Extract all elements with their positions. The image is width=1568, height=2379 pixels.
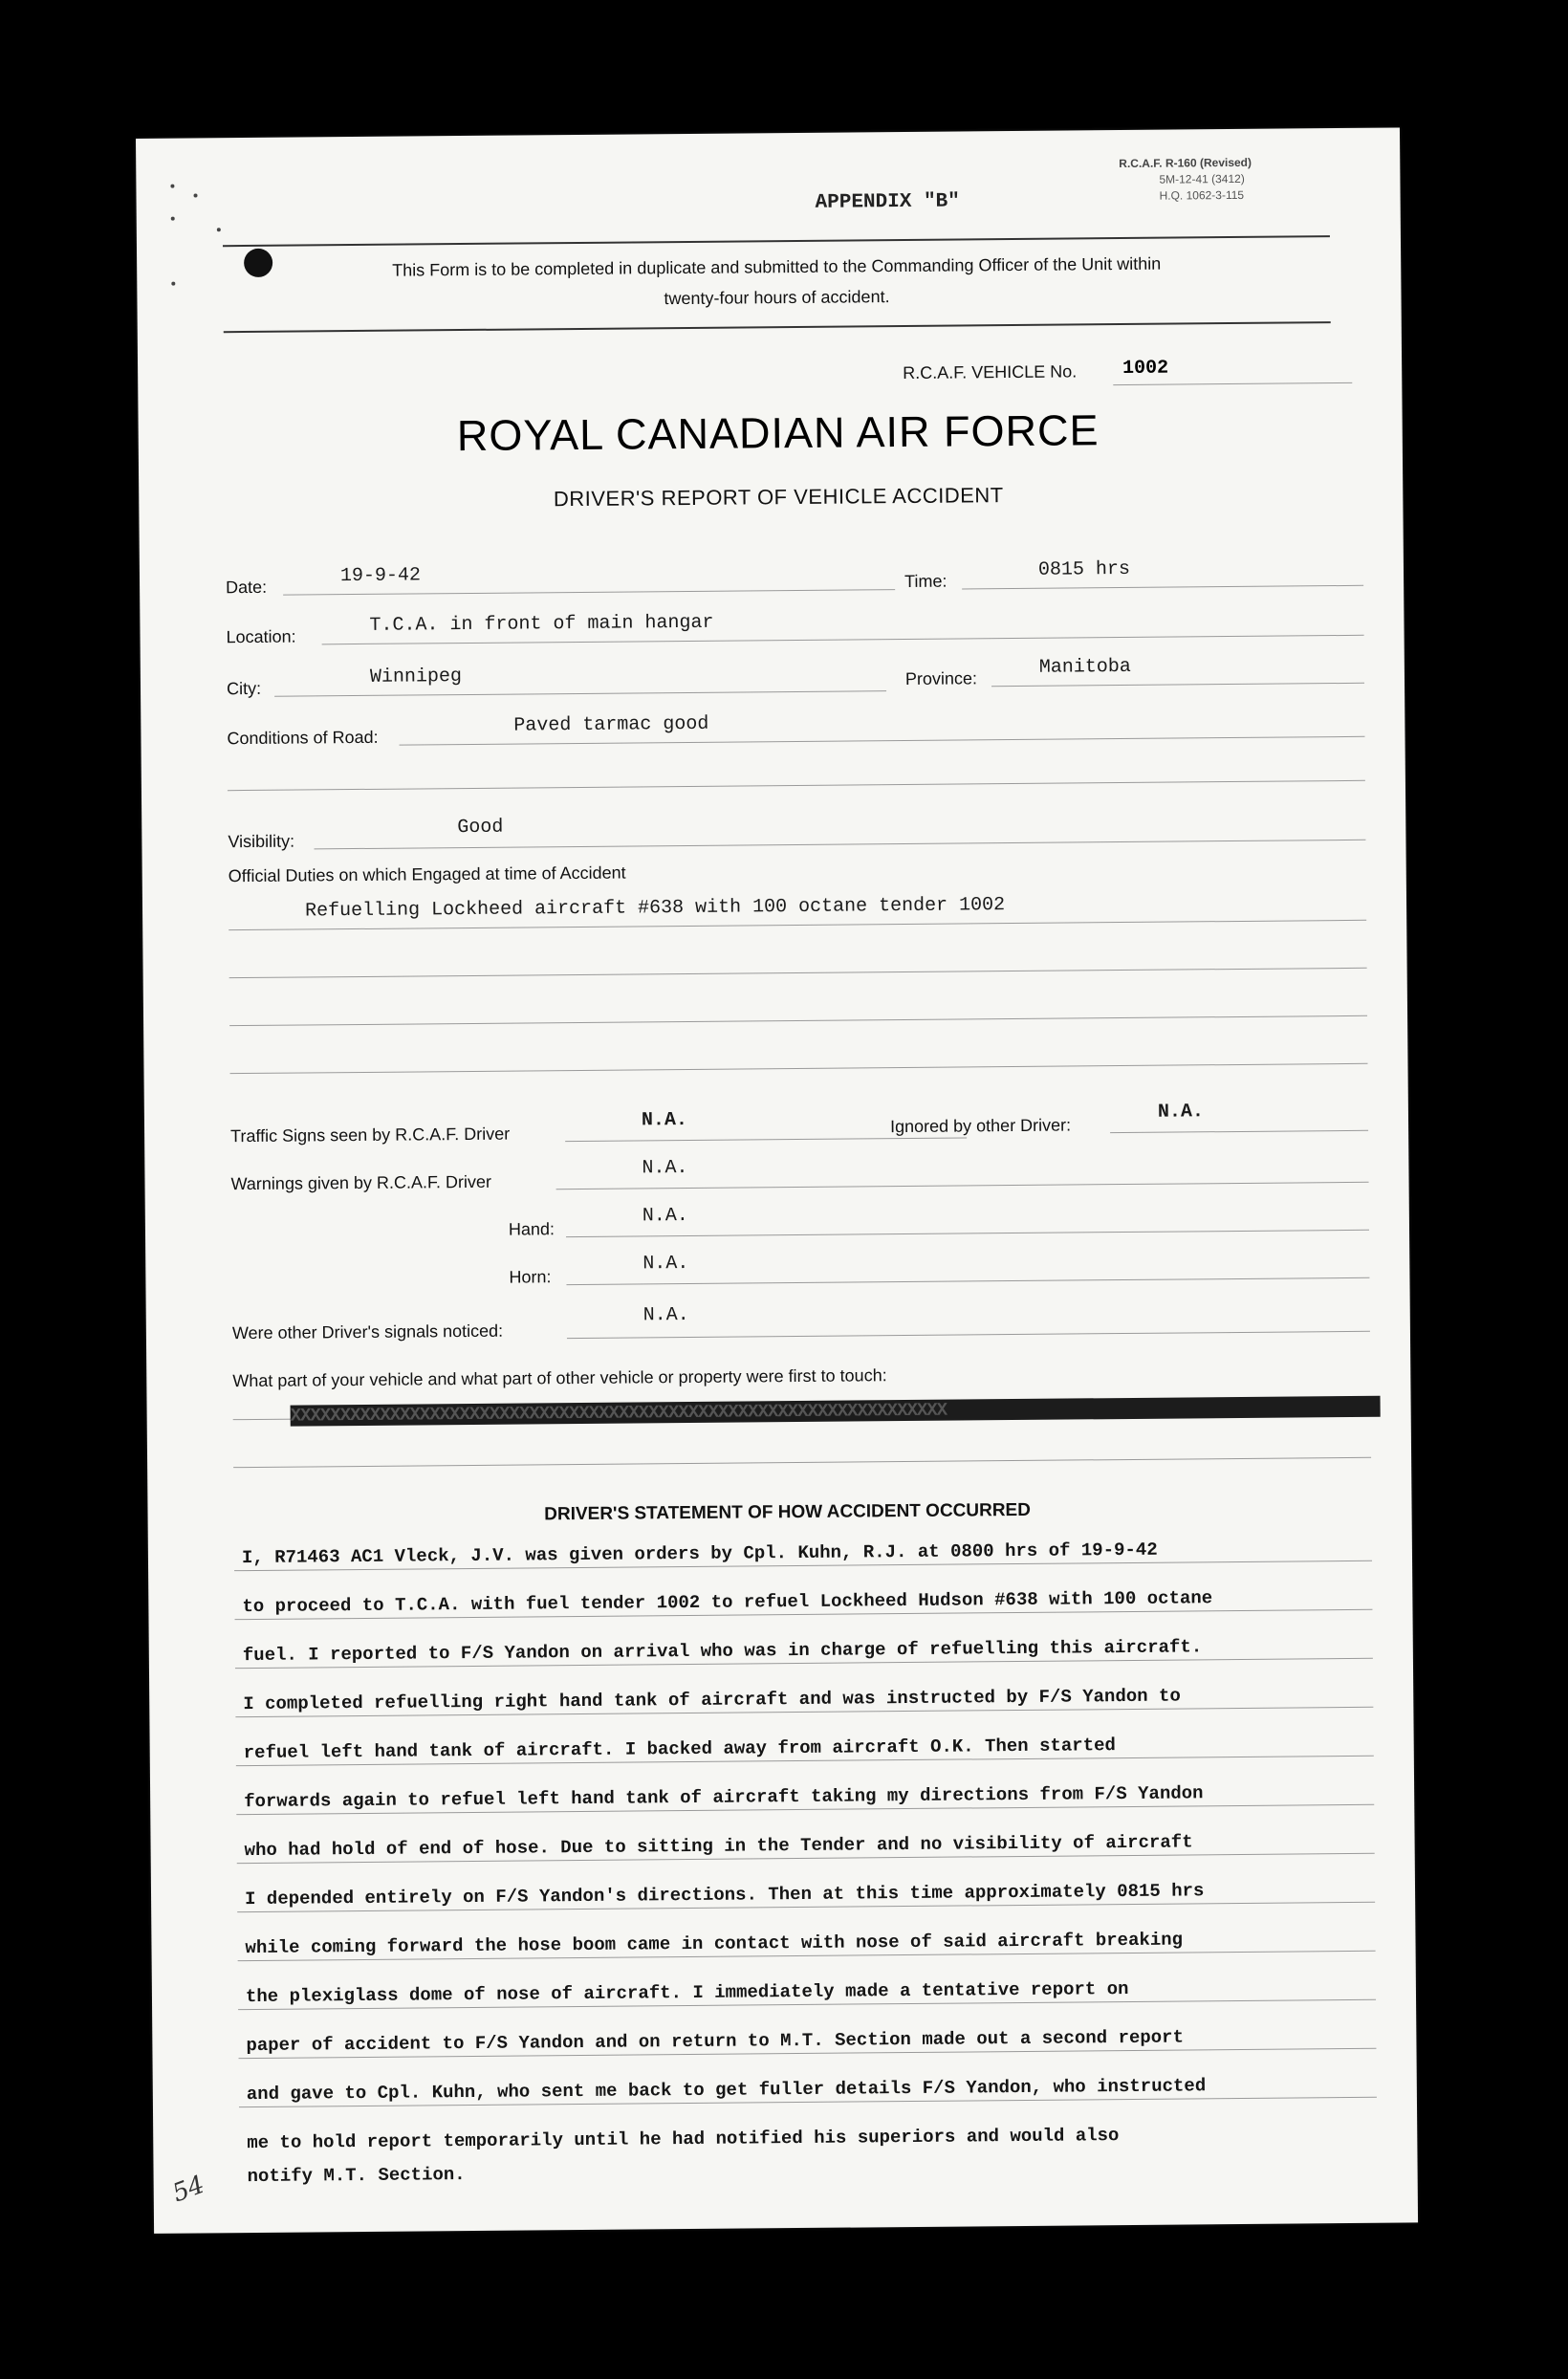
statement-line: fuel. I reported to F/S Yandon on arrival who was in charge of refuelling this aircraft. xyxy=(242,1636,1203,1667)
visibility-line xyxy=(314,840,1365,850)
statement-line: and gave to Cpl. Kuhn, who sent me back to get fuller details F/S Yandon, who instructed xyxy=(246,2075,1207,2106)
first-touch-label: What part of your vehicle and what part of other vehicle or property were first to touch: xyxy=(232,1365,887,1391)
ignored-line xyxy=(1110,1130,1368,1133)
other-signals-label: Were other Driver's signals noticed: xyxy=(231,1320,504,1343)
statement-heading: DRIVER'S STATEMENT OF HOW ACCIDENT OCCURRED xyxy=(544,1499,1032,1525)
margin-mark xyxy=(170,185,174,188)
form-subtitle: DRIVER'S REPORT OF VEHICLE ACCIDENT xyxy=(553,483,1004,512)
blank-line xyxy=(229,1015,1367,1026)
form-code: R.C.A.F. R-160 (Revised) xyxy=(1119,155,1252,171)
page-number: 54 xyxy=(168,2170,209,2209)
province-line xyxy=(991,683,1364,687)
visibility-value: Good xyxy=(457,816,504,840)
city-label: City: xyxy=(226,678,262,699)
blank-line xyxy=(229,968,1367,978)
statement-line: forwards again to refuel left hand tank of aircraft taking my directions from F/S Yandon xyxy=(244,1782,1204,1813)
horn-line xyxy=(566,1277,1369,1285)
warnings-value: N.A. xyxy=(642,1157,688,1180)
statement-line: I, R71463 AC1 Vleck, J.V. was given orders by Cpl. Kuhn, R.J. at 0800 hrs of 19-9-42 xyxy=(241,1539,1158,1569)
road-line xyxy=(400,736,1365,746)
print-code: H.Q. 1062-3-115 xyxy=(1159,187,1245,203)
ignored-value: N.A. xyxy=(1157,1101,1205,1124)
horn-value: N.A. xyxy=(642,1252,689,1276)
margin-mark xyxy=(171,282,175,286)
date-label: Date: xyxy=(226,577,268,598)
city-value: Winnipeg xyxy=(369,666,463,688)
date-value: 19-9-42 xyxy=(339,564,422,588)
vehicle-number-label: R.C.A.F. VEHICLE No. xyxy=(903,361,1078,383)
blank-line xyxy=(233,1457,1371,1468)
warnings-line xyxy=(556,1182,1369,1190)
hand-value: N.A. xyxy=(642,1205,688,1228)
time-line xyxy=(962,585,1363,590)
hand-line xyxy=(566,1230,1369,1237)
location-value: T.C.A. in front of main hangar xyxy=(369,611,714,637)
document-page xyxy=(136,127,1418,2233)
location-label: Location: xyxy=(226,626,296,647)
statement-line: who had hold of end of hose. Due to sitting in the Tender and no visibility of aircraft xyxy=(244,1831,1193,1862)
margin-mark xyxy=(171,217,175,221)
instruction-line: twenty-four hours of accident. xyxy=(664,287,890,309)
instruction-line: This Form is to be completed in duplicate and submitted to the Commanding Officer of the Unit within xyxy=(392,253,1162,280)
statement-line: paper of accident to F/S Yandon and on return to M.T. Section made out a second report xyxy=(246,2026,1185,2057)
first-touch-struck-out: XXXXXXXXXXXXXXXXXXXXXXXXXXXXXXXXXXXXXXXXXXXXXXXXXXXXXXXXXXXXXXXXXX xyxy=(291,1396,1381,1427)
horn-label: Horn: xyxy=(509,1267,552,1287)
ignored-label: Ignored by other Driver: xyxy=(889,1115,1072,1137)
header-rule xyxy=(224,321,1331,333)
appendix-label: APPENDIX "B" xyxy=(815,190,960,214)
road-value: Paved tarmac good xyxy=(513,712,709,737)
statement-line: I depended entirely on F/S Yandon's directions. Then at this time approximately 0815 hrs xyxy=(244,1880,1205,1910)
statement-line: the plexiglass dome of nose of aircraft. I immediately made a tentative report on xyxy=(245,1978,1129,2008)
hand-label: Hand: xyxy=(508,1219,555,1239)
other-signals-value: N.A. xyxy=(642,1303,689,1327)
city-line xyxy=(274,690,886,697)
location-line xyxy=(322,635,1364,645)
statement-line: while coming forward the hose boom came in contact with nose of said aircraft breaking xyxy=(245,1929,1184,1959)
vehicle-number-line xyxy=(1113,382,1352,385)
signs-line xyxy=(565,1137,967,1142)
time-label: Time: xyxy=(904,571,947,592)
margin-mark xyxy=(217,228,221,231)
vehicle-number: 1002 xyxy=(1122,357,1169,381)
other-signals-line xyxy=(567,1331,1370,1339)
visibility-label: Visibility: xyxy=(228,831,295,852)
blank-line xyxy=(228,780,1365,791)
statement-line: me to hold report temporarily until he had notified his superiors and would also xyxy=(247,2125,1120,2154)
header-rule xyxy=(223,235,1330,247)
warnings-label: Warnings given by R.C.A.F. Driver xyxy=(230,1171,492,1194)
statement-line: I completed refuelling right hand tank of aircraft and was instructed by F/S Yandon to xyxy=(243,1685,1181,1715)
form-title: ROYAL CANADIAN AIR FORCE xyxy=(456,405,1100,461)
date-line xyxy=(283,589,895,596)
signs-label: Traffic Signs seen by R.C.A.F. Driver xyxy=(230,1124,511,1146)
blank-line xyxy=(230,1063,1368,1074)
road-label: Conditions of Road: xyxy=(227,727,379,749)
signs-value: N.A. xyxy=(641,1109,688,1132)
province-value: Manitoba xyxy=(1038,655,1131,679)
duties-value: Refuelling Lockheed aircraft #638 with 100 octane tender 1002 xyxy=(304,894,1006,923)
province-label: Province: xyxy=(904,668,978,688)
time-value: 0815 hrs xyxy=(1037,557,1131,581)
statement-line: to proceed to T.C.A. with fuel tender 1002 to refuel Lockheed Hudson #638 with 100 octane xyxy=(242,1587,1213,1618)
statement-line: refuel left hand tank of aircraft. I backed away from aircraft O.K. Then started xyxy=(243,1735,1116,1764)
duties-label: Official Duties on which Engaged at time of Accident xyxy=(228,862,626,886)
margin-mark xyxy=(194,193,198,197)
print-code: 5M-12-41 (3412) xyxy=(1159,171,1245,186)
statement-line: notify M.T. Section. xyxy=(247,2164,466,2188)
